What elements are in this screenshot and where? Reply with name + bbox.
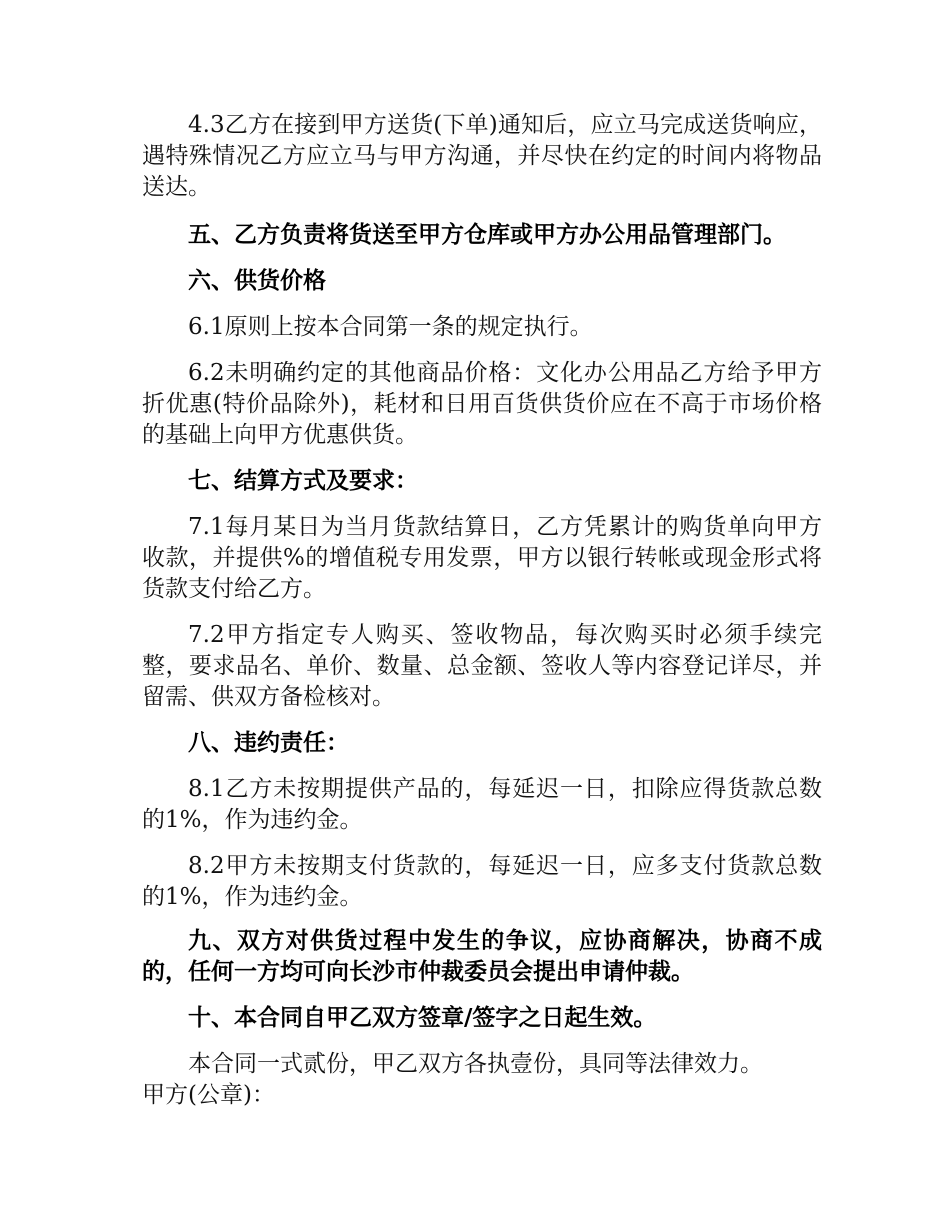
party-a-seal-label: 甲方(公章)： — [142, 1082, 275, 1108]
clause-6-2: 6.2未明确约定的其他商品价格：文化办公用品乙方给予甲方折优惠(特价品除外)，耗材和日用百货供货价应在不高于市场价格的基础上向甲方优惠供货。 — [142, 360, 822, 448]
heading-clause-5: 五、乙方负责将货送至甲方仓库或甲方办公用品管理部门。 — [188, 222, 786, 248]
heading-dispute-resolution: 九、双方对供货过程中发生的争议，应协商解决，协商不成的，任何一方均可向长沙市仲裁委员会提出申请仲裁。 — [142, 928, 822, 985]
clause-copies: 本合同一式贰份，甲乙双方各执壹份，具同等法律效力。 — [188, 1051, 763, 1077]
clause-7-2: 7.2甲方指定专人购买、签收物品，每次购买时必须手续完整，要求品名、单价、数量、总金额、签收人等内容登记详尽，并留需、供双方备检核对。 — [142, 622, 822, 710]
clause-7-1: 7.1每月某日为当月货款结算日，乙方凭累计的购货单向甲方收款，并提供%的增值税专用发票，甲方以银行转帐或现金形式将货款支付给乙方。 — [142, 514, 822, 602]
clause-4-3: 4.3乙方在接到甲方送货(下单)通知后，应立马完成送货响应，遇特殊情况乙方应立马与甲方沟通，并尽快在约定的时间内将物品送达。 — [142, 112, 822, 200]
heading-supply-price: 六、供货价格 — [188, 268, 326, 294]
clause-6-1: 6.1原则上按本合同第一条的规定执行。 — [188, 314, 593, 340]
heading-effective-date: 十、本合同自甲乙双方签章/签字之日起生效。 — [188, 1005, 657, 1031]
clause-8-2: 8.2甲方未按期支付货款的，每延迟一日，应多支付货款总数的1%，作为违约金。 — [142, 853, 822, 910]
heading-settlement: 七、结算方式及要求： — [188, 468, 418, 494]
clause-8-1: 8.1乙方未按期提供产品的，每延迟一日，扣除应得货款总数的1%，作为违约金。 — [142, 776, 822, 833]
heading-breach-liability: 八、违约责任： — [188, 730, 349, 756]
